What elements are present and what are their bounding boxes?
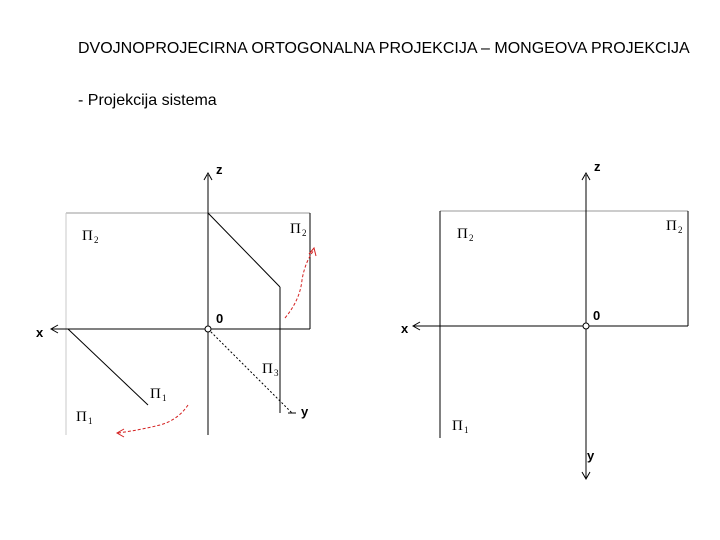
x-axis-label-right: x [401, 321, 409, 336]
slide-title: DVOJNOPROJECIRNA ORTOGONALNA PROJEKCIJA – MONGEOVA PROJEKCIJA [78, 40, 690, 57]
plane-pi2-right-index-right: 2 [678, 225, 683, 235]
pi1-rotation-line [68, 329, 148, 405]
plane-pi2-left-index-right: 2 [469, 233, 474, 243]
plane-pi3-index: 3 [274, 368, 279, 378]
plane-pi3-symbol: Π [262, 361, 273, 377]
plane-pi2-right-symbol-right: Π [666, 218, 677, 234]
z-axis-label: z [216, 162, 223, 177]
plane-pi1-index-right: 1 [464, 425, 469, 435]
plane-pi2-right-index: 2 [302, 228, 307, 238]
plane-pi2-left-index: 2 [94, 235, 99, 245]
origin-label-right: 0 [593, 308, 601, 323]
y-axis-diagonal [208, 329, 292, 413]
left-diagram [36, 162, 316, 437]
rotation-arrow-left [118, 405, 188, 433]
plane-pi2-right-symbol: Π [290, 221, 301, 237]
slide-subtitle: - Projekcija sistema [78, 92, 217, 109]
plane-pi1-bottom-index: 1 [88, 416, 93, 426]
plane-pi1-bottom-symbol: Π [76, 409, 87, 425]
plane-pi2-left-symbol: Π [82, 228, 93, 244]
y-axis-label-right: y [587, 448, 595, 463]
pi3-rotation-line [208, 213, 280, 287]
plane-pi2-left-symbol-right: Π [457, 226, 468, 242]
origin-marker [205, 326, 211, 332]
plane-pi1-symbol-right: Π [452, 418, 463, 434]
z-axis-label-right: z [594, 159, 601, 174]
origin-label: 0 [216, 311, 224, 326]
plane-pi1-mid-index: 1 [162, 393, 167, 403]
origin-marker-right [583, 323, 589, 329]
right-diagram [401, 159, 688, 479]
y-axis-label: y [301, 404, 309, 419]
x-axis-label: x [36, 325, 44, 340]
plane-pi1-mid-symbol: Π [150, 386, 161, 402]
